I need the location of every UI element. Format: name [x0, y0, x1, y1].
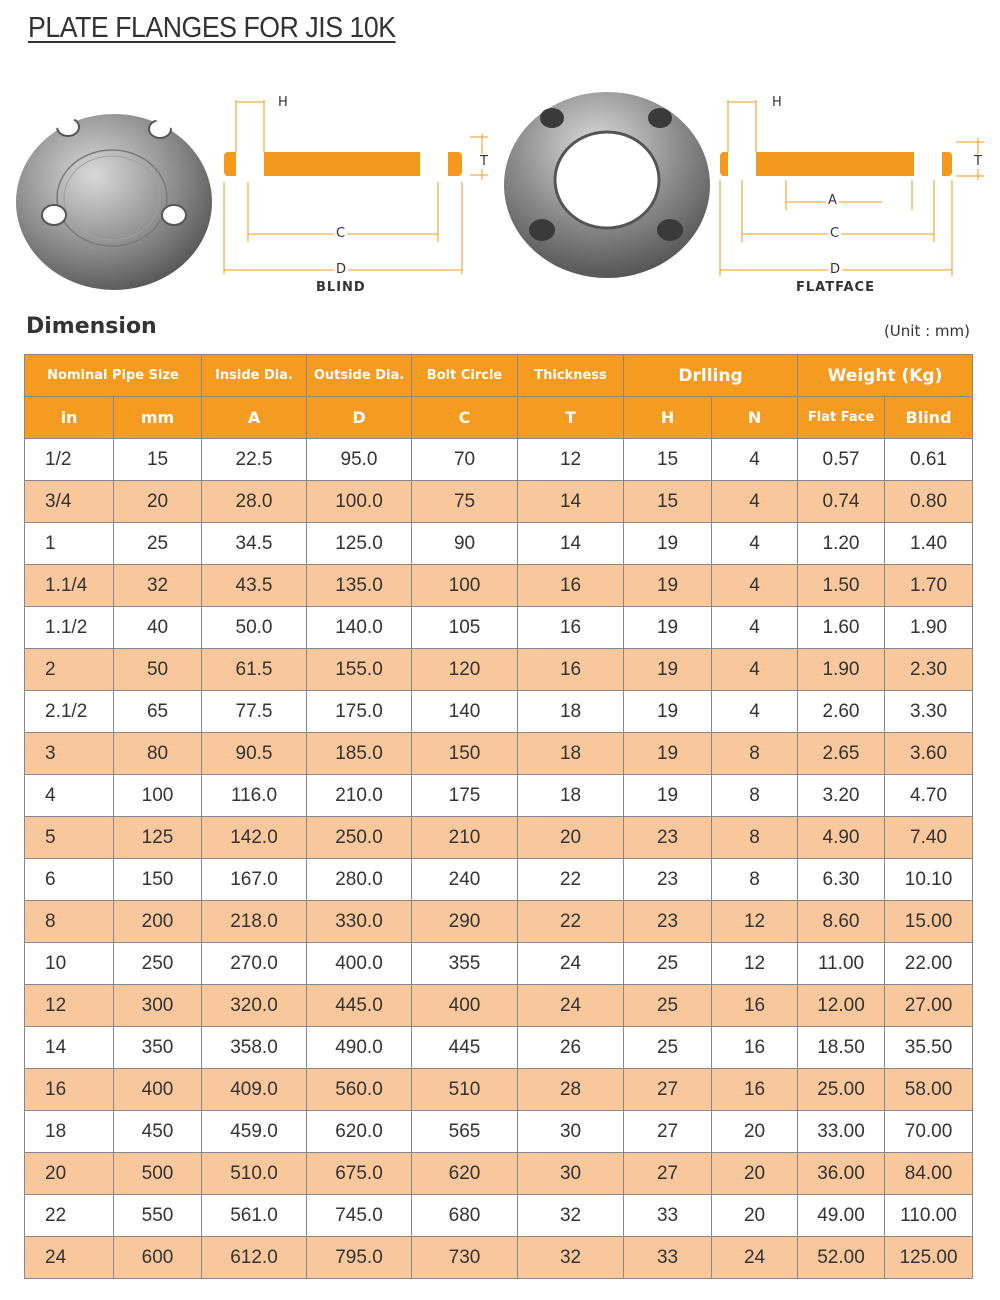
table-cell: 36.00 — [798, 1153, 885, 1195]
table-cell: 12 — [518, 439, 624, 481]
table-cell: 18.50 — [798, 1027, 885, 1069]
table-cell: 15.00 — [885, 901, 973, 943]
blind-flange-photo — [14, 112, 214, 292]
table-cell: 19 — [624, 733, 712, 775]
table-cell: 26 — [518, 1027, 624, 1069]
table-cell: 22 — [25, 1195, 114, 1237]
table-cell: 560.0 — [307, 1069, 412, 1111]
table-cell: 250.0 — [307, 817, 412, 859]
table-cell: 61.5 — [202, 649, 307, 691]
table-cell: 70 — [412, 439, 518, 481]
table-cell: 33 — [624, 1237, 712, 1279]
table-cell: 1.60 — [798, 607, 885, 649]
table-cell: 35.50 — [885, 1027, 973, 1069]
header-weight: Weight (Kg) — [798, 355, 973, 397]
table-cell: 15 — [624, 481, 712, 523]
table-cell: 100.0 — [307, 481, 412, 523]
table-row — [25, 1195, 973, 1237]
table-cell: 3 — [25, 733, 114, 775]
table-cell: 75 — [412, 481, 518, 523]
table-row — [25, 1153, 973, 1195]
table-cell: 409.0 — [202, 1069, 307, 1111]
table-cell: 77.5 — [202, 691, 307, 733]
table-cell: 300 — [114, 985, 202, 1027]
header-inside-dia: Inside Dia. — [202, 355, 307, 397]
header-sub-1: mm — [114, 397, 202, 439]
table-row — [25, 523, 973, 565]
table-cell: 142.0 — [202, 817, 307, 859]
table-row — [25, 1237, 973, 1279]
table-cell: 27 — [624, 1069, 712, 1111]
table-cell: 28.0 — [202, 481, 307, 523]
table-cell: 7.40 — [885, 817, 973, 859]
table-cell: 4 — [712, 481, 798, 523]
table-cell: 0.57 — [798, 439, 885, 481]
table-cell: 120 — [412, 649, 518, 691]
table-cell: 450 — [114, 1111, 202, 1153]
table-cell: 1.20 — [798, 523, 885, 565]
table-row — [25, 817, 973, 859]
table-cell: 2.60 — [798, 691, 885, 733]
blind-flange-diagram — [220, 92, 500, 282]
table-cell: 4 — [712, 565, 798, 607]
table-cell: 23 — [624, 901, 712, 943]
table-cell: 25 — [624, 985, 712, 1027]
table-cell: 0.61 — [885, 439, 973, 481]
table-cell: 14 — [518, 481, 624, 523]
table-cell: 10 — [25, 943, 114, 985]
table-cell: 1.50 — [798, 565, 885, 607]
table-row — [25, 481, 973, 523]
table-cell: 2.65 — [798, 733, 885, 775]
table-cell: 16 — [712, 985, 798, 1027]
table-row — [25, 943, 973, 985]
table-cell: 50 — [114, 649, 202, 691]
table-cell: 20 — [518, 817, 624, 859]
table-row — [25, 439, 973, 481]
table-cell: 561.0 — [202, 1195, 307, 1237]
table-cell: 600 — [114, 1237, 202, 1279]
table-cell: 16 — [518, 607, 624, 649]
table-cell: 16 — [518, 649, 624, 691]
table-cell: 105 — [412, 607, 518, 649]
table-cell: 12.00 — [798, 985, 885, 1027]
table-cell: 10.10 — [885, 859, 973, 901]
table-cell: 1.1/4 — [25, 565, 114, 607]
table-cell: 20 — [114, 481, 202, 523]
table-row — [25, 1069, 973, 1111]
table-cell: 1.90 — [885, 607, 973, 649]
table-cell: 3.20 — [798, 775, 885, 817]
table-cell: 27 — [624, 1111, 712, 1153]
table-row — [25, 733, 973, 775]
table-cell: 1.1/2 — [25, 607, 114, 649]
table-row — [25, 1027, 973, 1069]
table-cell: 18 — [518, 691, 624, 733]
table-cell: 100 — [114, 775, 202, 817]
table-cell: 4 — [712, 607, 798, 649]
table-cell: 1.90 — [798, 649, 885, 691]
header-sub-2: A — [202, 397, 307, 439]
table-row — [25, 901, 973, 943]
table-cell: 445.0 — [307, 985, 412, 1027]
header-sub-4: C — [412, 397, 518, 439]
table-cell: 490.0 — [307, 1027, 412, 1069]
table-cell: 320.0 — [202, 985, 307, 1027]
table-cell: 400.0 — [307, 943, 412, 985]
table-cell: 6.30 — [798, 859, 885, 901]
table-cell: 50.0 — [202, 607, 307, 649]
table-cell: 2.30 — [885, 649, 973, 691]
header-sub-5: T — [518, 397, 624, 439]
table-cell: 14 — [25, 1027, 114, 1069]
table-cell: 155.0 — [307, 649, 412, 691]
table-cell: 218.0 — [202, 901, 307, 943]
table-cell: 22.5 — [202, 439, 307, 481]
header-sub-8: Flat Face — [798, 397, 885, 439]
table-row — [25, 859, 973, 901]
table-cell: 140.0 — [307, 607, 412, 649]
table-row — [25, 607, 973, 649]
table-cell: 30 — [518, 1111, 624, 1153]
table-cell: 680 — [412, 1195, 518, 1237]
table-cell: 5 — [25, 817, 114, 859]
table-cell: 135.0 — [307, 565, 412, 607]
table-cell: 620 — [412, 1153, 518, 1195]
table-cell: 25 — [624, 943, 712, 985]
table-cell: 95.0 — [307, 439, 412, 481]
table-cell: 90.5 — [202, 733, 307, 775]
table-cell: 30 — [518, 1153, 624, 1195]
table-cell: 4 — [712, 439, 798, 481]
table-cell: 125.0 — [307, 523, 412, 565]
table-row — [25, 775, 973, 817]
flatface-flange-diagram — [716, 92, 991, 282]
header-sub-0: in — [25, 397, 114, 439]
table-cell: 795.0 — [307, 1237, 412, 1279]
table-cell: 16 — [518, 565, 624, 607]
flatface-caption: FLATFACE — [796, 280, 875, 295]
table-cell: 1.40 — [885, 523, 973, 565]
table-cell: 500 — [114, 1153, 202, 1195]
table-cell: 24 — [25, 1237, 114, 1279]
table-cell: 8 — [712, 817, 798, 859]
table-cell: 612.0 — [202, 1237, 307, 1279]
table-cell: 125 — [114, 817, 202, 859]
table-cell: 32 — [518, 1237, 624, 1279]
table-cell: 1 — [25, 523, 114, 565]
section-title: Dimension — [26, 314, 157, 339]
unit-note: (Unit : mm) — [883, 322, 970, 340]
table-cell: 565 — [412, 1111, 518, 1153]
header-sub-6: H — [624, 397, 712, 439]
table-cell: 22 — [518, 901, 624, 943]
table-cell: 40 — [114, 607, 202, 649]
table-cell: 12 — [712, 901, 798, 943]
table-cell: 12 — [712, 943, 798, 985]
table-cell: 4.70 — [885, 775, 973, 817]
table-cell: 100 — [412, 565, 518, 607]
table-cell: 22 — [518, 859, 624, 901]
table-cell: 730 — [412, 1237, 518, 1279]
table-cell: 4 — [712, 691, 798, 733]
table-cell: 280.0 — [307, 859, 412, 901]
header-sub-7: N — [712, 397, 798, 439]
table-cell: 675.0 — [307, 1153, 412, 1195]
table-cell: 0.80 — [885, 481, 973, 523]
table-cell: 400 — [412, 985, 518, 1027]
table-cell: 24 — [518, 943, 624, 985]
table-cell: 19 — [624, 775, 712, 817]
table-cell: 0.74 — [798, 481, 885, 523]
table-cell: 1.70 — [885, 565, 973, 607]
table-cell: 19 — [624, 565, 712, 607]
table-cell: 6 — [25, 859, 114, 901]
table-cell: 14 — [518, 523, 624, 565]
table-cell: 16 — [712, 1069, 798, 1111]
table-cell: 65 — [114, 691, 202, 733]
table-cell: 58.00 — [885, 1069, 973, 1111]
table-cell: 22.00 — [885, 943, 973, 985]
table-cell: 12 — [25, 985, 114, 1027]
table-cell: 8 — [25, 901, 114, 943]
table-cell: 43.5 — [202, 565, 307, 607]
table-cell: 240 — [412, 859, 518, 901]
table-cell: 745.0 — [307, 1195, 412, 1237]
table-cell: 620.0 — [307, 1111, 412, 1153]
table-cell: 200 — [114, 901, 202, 943]
table-cell: 116.0 — [202, 775, 307, 817]
table-row — [25, 649, 973, 691]
table-cell: 20 — [25, 1153, 114, 1195]
table-cell: 150 — [412, 733, 518, 775]
table-cell: 350 — [114, 1027, 202, 1069]
table-cell: 459.0 — [202, 1111, 307, 1153]
table-cell: 27.00 — [885, 985, 973, 1027]
table-cell: 290 — [412, 901, 518, 943]
table-cell: 330.0 — [307, 901, 412, 943]
table-cell: 24 — [518, 985, 624, 1027]
page-title: PLATE FLANGES FOR JIS 10K — [28, 12, 396, 44]
table-cell: 445 — [412, 1027, 518, 1069]
table-cell: 18 — [25, 1111, 114, 1153]
table-cell: 510 — [412, 1069, 518, 1111]
table-cell: 550 — [114, 1195, 202, 1237]
table-cell: 32 — [114, 565, 202, 607]
table-cell: 8 — [712, 733, 798, 775]
table-cell: 210 — [412, 817, 518, 859]
header-drilling: Drlling — [624, 355, 798, 397]
table-cell: 2.1/2 — [25, 691, 114, 733]
flatface-flange-photo — [502, 90, 712, 280]
table-cell: 18 — [518, 775, 624, 817]
table-cell: 28 — [518, 1069, 624, 1111]
table-cell: 150 — [114, 859, 202, 901]
table-row — [25, 1111, 973, 1153]
table-cell: 400 — [114, 1069, 202, 1111]
table-cell: 32 — [518, 1195, 624, 1237]
table-cell: 4 — [712, 523, 798, 565]
table-cell: 8.60 — [798, 901, 885, 943]
table-cell: 3.30 — [885, 691, 973, 733]
table-cell: 4 — [712, 649, 798, 691]
header-bolt-circle: Bolt Circle — [412, 355, 518, 397]
table-cell: 24 — [712, 1237, 798, 1279]
table-cell: 33 — [624, 1195, 712, 1237]
blind-caption: BLIND — [316, 280, 366, 295]
table-cell: 270.0 — [202, 943, 307, 985]
table-cell: 185.0 — [307, 733, 412, 775]
table-row — [25, 691, 973, 733]
table-cell: 4 — [25, 775, 114, 817]
table-cell: 16 — [25, 1069, 114, 1111]
table-cell: 19 — [624, 649, 712, 691]
header-nominal-pipe-size: Nominal Pipe Size — [25, 355, 202, 397]
table-cell: 250 — [114, 943, 202, 985]
table-cell: 25.00 — [798, 1069, 885, 1111]
table-cell: 2 — [25, 649, 114, 691]
header-sub-3: D — [307, 397, 412, 439]
table-cell: 52.00 — [798, 1237, 885, 1279]
header-sub-9: Blind — [885, 397, 973, 439]
table-cell: 33.00 — [798, 1111, 885, 1153]
table-cell: 90 — [412, 523, 518, 565]
header-thickness: Thickness — [518, 355, 624, 397]
table-cell: 19 — [624, 607, 712, 649]
table-cell: 8 — [712, 775, 798, 817]
table-cell: 23 — [624, 817, 712, 859]
table-cell: 19 — [624, 691, 712, 733]
table-cell: 34.5 — [202, 523, 307, 565]
table-cell: 23 — [624, 859, 712, 901]
table-cell: 19 — [624, 523, 712, 565]
table-cell: 3.60 — [885, 733, 973, 775]
table-cell: 18 — [518, 733, 624, 775]
table-cell: 15 — [624, 439, 712, 481]
table-cell: 4.90 — [798, 817, 885, 859]
table-cell: 20 — [712, 1153, 798, 1195]
table-cell: 49.00 — [798, 1195, 885, 1237]
table-cell: 80 — [114, 733, 202, 775]
table-cell: 84.00 — [885, 1153, 973, 1195]
table-cell: 358.0 — [202, 1027, 307, 1069]
table-cell: 20 — [712, 1195, 798, 1237]
table-cell: 8 — [712, 859, 798, 901]
table-cell: 175 — [412, 775, 518, 817]
table-cell: 140 — [412, 691, 518, 733]
table-cell: 125.00 — [885, 1237, 973, 1279]
header-outside-dia: Outside Dia. — [307, 355, 412, 397]
table-cell: 27 — [624, 1153, 712, 1195]
table-cell: 167.0 — [202, 859, 307, 901]
table-cell: 1/2 — [25, 439, 114, 481]
table-cell: 25 — [114, 523, 202, 565]
table-cell: 510.0 — [202, 1153, 307, 1195]
table-row — [25, 565, 973, 607]
table-cell: 16 — [712, 1027, 798, 1069]
table-cell: 70.00 — [885, 1111, 973, 1153]
dimension-table — [24, 354, 973, 1279]
table-cell: 210.0 — [307, 775, 412, 817]
table-cell: 110.00 — [885, 1195, 973, 1237]
table-cell: 355 — [412, 943, 518, 985]
table-cell: 3/4 — [25, 481, 114, 523]
table-cell: 20 — [712, 1111, 798, 1153]
table-cell: 25 — [624, 1027, 712, 1069]
table-cell: 11.00 — [798, 943, 885, 985]
table-cell: 175.0 — [307, 691, 412, 733]
table-row — [25, 985, 973, 1027]
table-cell: 15 — [114, 439, 202, 481]
